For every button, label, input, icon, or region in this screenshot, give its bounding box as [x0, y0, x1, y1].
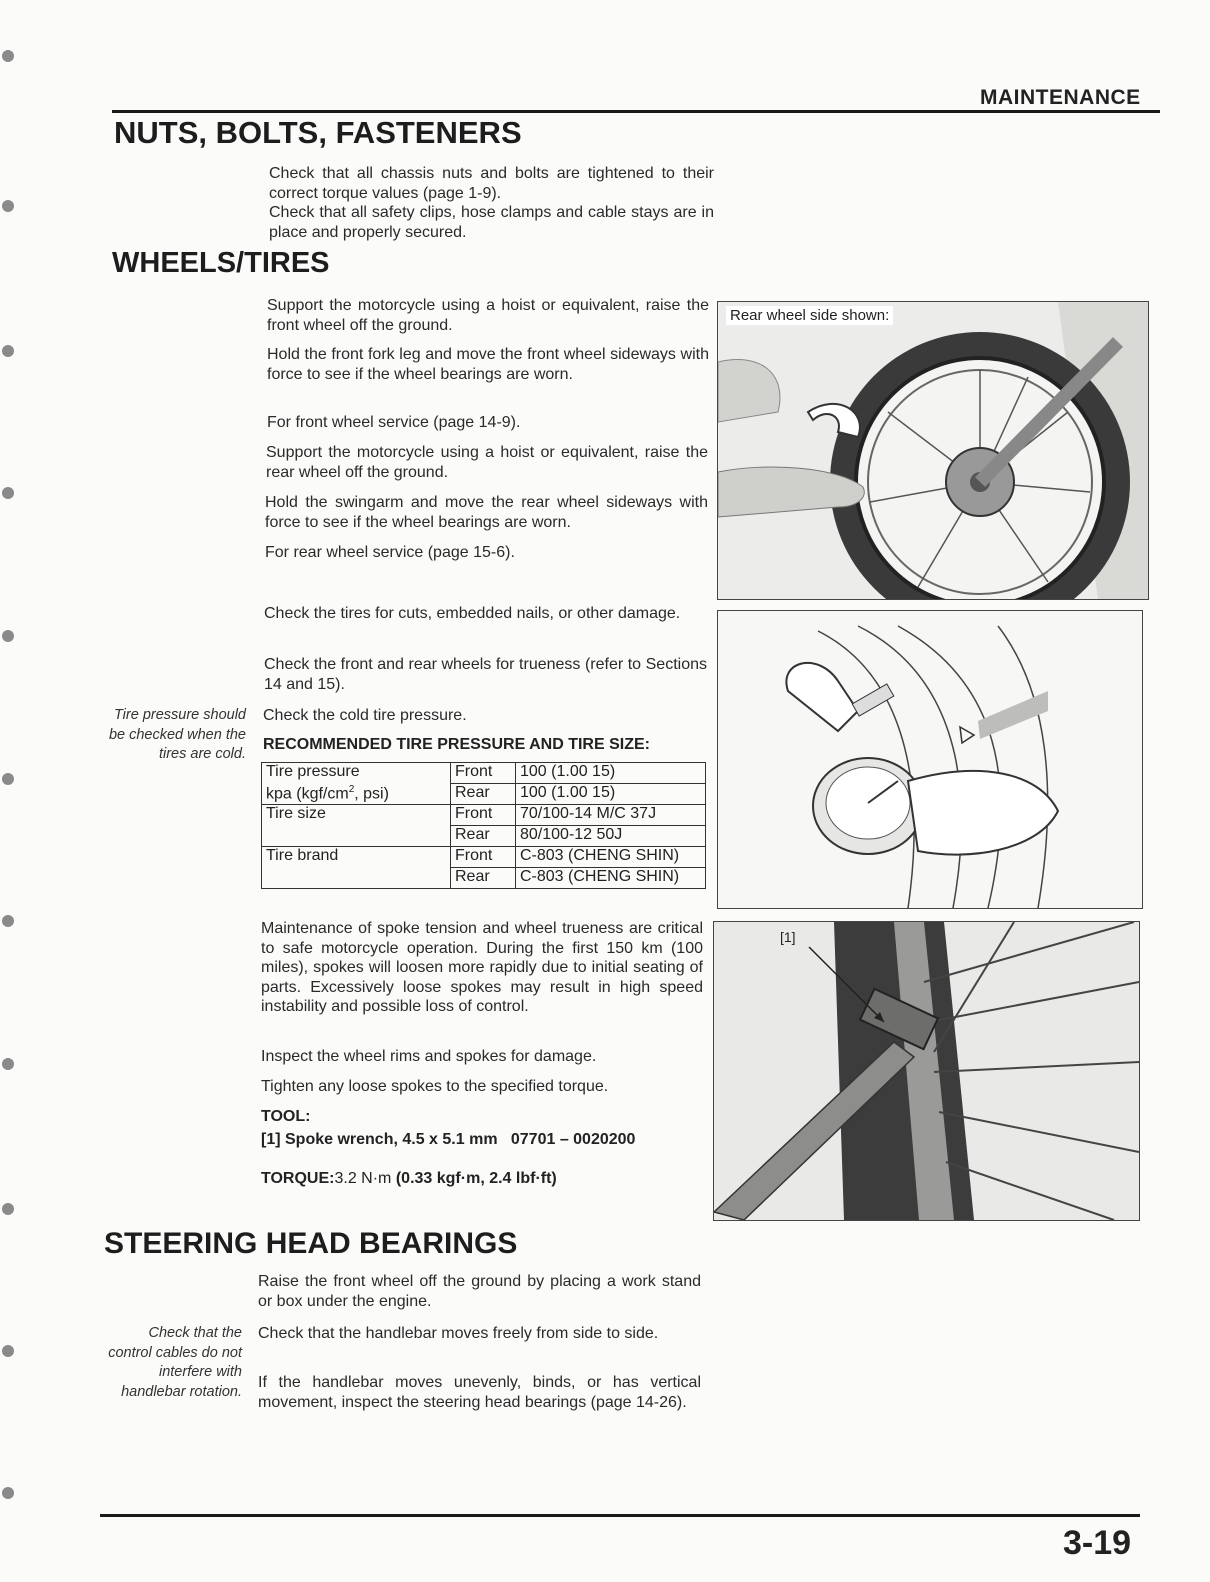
pressure-rear-value: 100 (1.00 15) [516, 784, 706, 805]
table-row [262, 763, 706, 784]
wheels-paragraph-5: Hold the swingarm and move the rear wheel sideways with force to see if the wheel bearings are worn. [265, 494, 708, 531]
wheels-paragraph-9: Check the cold tire pressure. [263, 707, 467, 724]
wheels-paragraph-1: Support the motorcycle using a hoist or equivalent, raise the front wheel off the ground. [267, 297, 709, 334]
table-row [262, 805, 706, 826]
wheels-paragraph-7: Check the tires for cuts, embedded nails, or other damage. [264, 605, 681, 622]
spoke-wrench-illustration [714, 922, 1139, 1220]
position-rear: Rear [451, 868, 516, 889]
figure-rear-wheel [717, 301, 1149, 600]
torque-value-metric: 3.2 N·m [334, 1170, 392, 1187]
binder-hole [2, 773, 14, 785]
position-front: Front [451, 847, 516, 868]
binder-hole [2, 915, 14, 927]
position-rear: Rear [451, 784, 516, 805]
table-row [262, 784, 706, 805]
callout-label: [1] [780, 929, 796, 945]
torque-spec [261, 1170, 557, 1188]
tire-size-label: Tire size [262, 805, 451, 847]
figure-caption: Rear wheel side shown: [726, 306, 893, 325]
torque-value-alt: (0.33 kgf·m, 2.4 lbf·ft) [395, 1170, 557, 1187]
rear-wheel-illustration [718, 302, 1148, 599]
steering-paragraph-3: If the handlebar moves unevenly, binds, or has vertical movement, inspect the steering head bearings (page 14-26). [258, 1374, 701, 1411]
figure-spoke-wrench [713, 921, 1140, 1221]
size-rear-value: 80/100-12 50J [516, 826, 706, 847]
pressure-unit-superscript: 2 [348, 783, 355, 795]
tool-label: TOOL: [261, 1108, 311, 1125]
section-header: MAINTENANCE [980, 86, 1141, 109]
brand-rear-value: C-803 (CHENG SHIN) [516, 868, 706, 889]
tire-spec-table [261, 762, 706, 889]
wheels-paragraph-6: For rear wheel service (page 15-6). [265, 544, 515, 561]
binder-hole [2, 1203, 14, 1215]
pressure-gauge-illustration [718, 611, 1142, 908]
pressure-unit-text-end: , psi) [354, 784, 389, 802]
wheels-paragraph-12: Tighten any loose spokes to the specified torque. [261, 1078, 609, 1095]
position-rear: Rear [451, 826, 516, 847]
pressure-unit-text: kpa (kgf/cm [266, 784, 349, 802]
nuts-paragraph-2: Check that all safety clips, hose clamps and cable stays are in place and properly secured. [269, 204, 714, 241]
brand-front-value: C-803 (CHENG SHIN) [516, 847, 706, 868]
tire-brand-label: Tire brand [262, 847, 451, 889]
wheels-paragraph-4: Support the motorcycle using a hoist or equivalent, raise the rear wheel off the ground. [266, 444, 708, 481]
tool-line: [1] Spoke wrench, 4.5 x 5.1 mm 07701 – 0020200 [261, 1131, 636, 1148]
torque-label: TORQUE: [261, 1170, 335, 1187]
steering-paragraph-1: Raise the front wheel off the ground by placing a work stand or box under the engine. [258, 1273, 701, 1310]
figure-pressure-gauge [717, 610, 1143, 909]
section-title-steering: STEERING HEAD BEARINGS [104, 1227, 518, 1260]
binder-hole [2, 200, 14, 212]
footer-rule [100, 1514, 1140, 1517]
tire-pressure-side-note: Tire pressure should be checked when the tires are cold. [108, 707, 246, 762]
pressure-front-value: 100 (1.00 15) [516, 763, 706, 784]
pressure-label-line-1: Tire pressure [266, 763, 360, 780]
wheels-paragraph-11: Inspect the wheel rims and spokes for damage. [261, 1048, 597, 1065]
wheels-paragraph-2: Hold the front fork leg and move the front wheel sideways with force to see if the wheel bearings are worn. [267, 346, 709, 383]
tire-pressure-label [262, 763, 451, 784]
header-rule [112, 110, 1160, 113]
wheels-paragraph-8: Check the front and rear wheels for trueness (refer to Sections 14 and 15). [264, 656, 707, 693]
binder-hole [2, 1487, 14, 1499]
binder-hole [2, 1345, 14, 1357]
table-row [262, 847, 706, 868]
nuts-paragraph-1: Check that all chassis nuts and bolts are tightened to their correct torque values (page 1-9). [269, 165, 714, 202]
position-front: Front [451, 805, 516, 826]
section-title-nuts: NUTS, BOLTS, FASTENERS [114, 115, 522, 150]
binder-hole [2, 487, 14, 499]
wheels-paragraph-3: For front wheel service (page 14-9). [267, 414, 521, 431]
steering-paragraph-2: Check that the handlebar moves freely from side to side. [258, 1325, 659, 1342]
binder-hole [2, 50, 14, 62]
position-front: Front [451, 763, 516, 784]
tire-pressure-unit-label [262, 784, 451, 805]
table-title: RECOMMENDED TIRE PRESSURE AND TIRE SIZE: [263, 736, 650, 753]
wheels-paragraph-10: Maintenance of spoke tension and wheel trueness are critical to safe motorcycle operation. During the first 150 km (100 miles), spokes will loosen more rapidly due to initial seating of parts. Excessively loose spokes may result in high speed instability and possible loss of control. [261, 920, 703, 1015]
binder-hole [2, 345, 14, 357]
binder-hole [2, 630, 14, 642]
control-cables-side-note: Check that the control cables do not interfere with handlebar rotation. [108, 1325, 242, 1400]
section-title-wheels: WHEELS/TIRES [112, 247, 330, 279]
binder-hole [2, 1058, 14, 1070]
page-number: 3-19 [1063, 1524, 1132, 1562]
size-front-value: 70/100-14 M/C 37J [516, 805, 706, 826]
